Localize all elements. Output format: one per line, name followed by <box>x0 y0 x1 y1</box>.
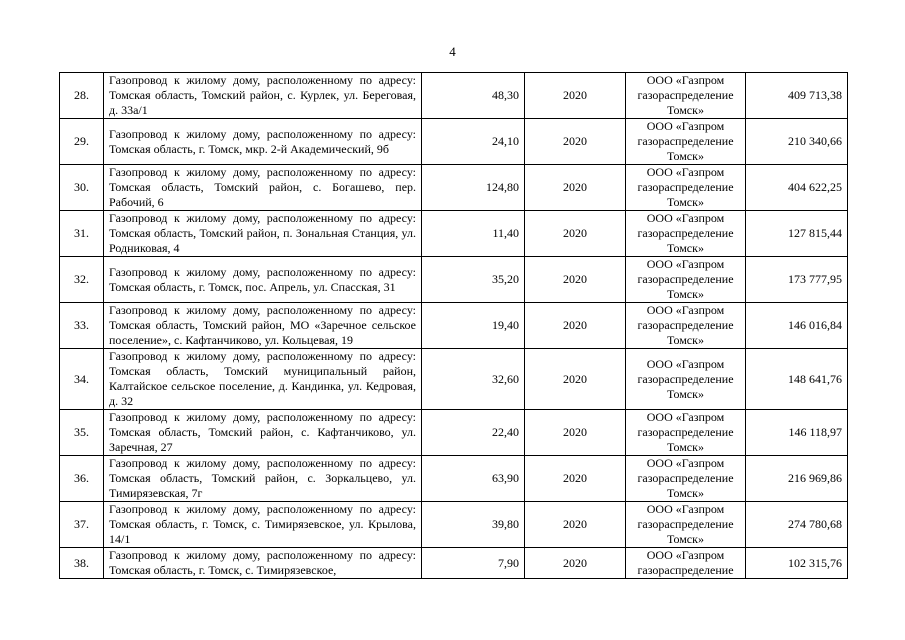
length-cell: 11,40 <box>422 211 525 257</box>
description-text: адресу: Томская область, Томский район, с. Курлек, <box>109 73 417 102</box>
length-cell: 22,40 <box>422 410 525 456</box>
object-description-cell <box>104 548 422 579</box>
description-text: Газопровод к жилому дому, расположенному по <box>109 548 373 562</box>
length-cell: 32,60 <box>422 349 525 410</box>
object-description-cell <box>104 73 422 119</box>
cost-cell: 127 815,44 <box>746 211 848 257</box>
organization-text: ООО «Газпром <box>646 165 725 179</box>
description-text: «Заречное сельское поселение», с. Кафтанчиково, <box>109 318 417 347</box>
row-number-cell: 32. <box>60 257 104 303</box>
object-description-cell <box>104 349 422 410</box>
cost-cell: 148 641,76 <box>746 349 848 410</box>
row-number-cell: 33. <box>60 303 104 349</box>
organization-text: Томск» <box>667 386 704 401</box>
table-row <box>60 303 848 349</box>
description-text: адресу: Томская область, Томский район, <box>109 456 417 485</box>
organization-text: газораспределение <box>637 226 734 240</box>
cost-cell: 146 118,97 <box>746 410 848 456</box>
object-description-cell <box>104 410 422 456</box>
organization-text: Томск» <box>667 532 704 546</box>
description-text: с. Кафтанчиково, ул. Заречная, 27 <box>109 425 416 454</box>
description-text: Газопровод к жилому дому, расположенному <box>109 264 354 279</box>
year-cell: 2020 <box>525 410 626 456</box>
table-row <box>60 211 848 257</box>
description-text: район, Калтайское сельское поселение, д. Кандинка, <box>109 364 416 393</box>
length-cell: 24,10 <box>422 119 525 165</box>
row-number-cell: 30. <box>60 165 104 211</box>
row-number-cell: 37. <box>60 502 104 548</box>
cost-cell: 274 780,68 <box>746 502 848 548</box>
cost-cell: 146 016,84 <box>746 303 848 349</box>
year-cell: 2020 <box>525 119 626 165</box>
description-text: адресу: Томская область, Томский район, МО <box>109 303 417 332</box>
description-text: пер. Рабочий, 6 <box>109 180 417 209</box>
year-cell: 2020 <box>525 502 626 548</box>
description-text: адресу: Томская область, Томский район, п. Зональная <box>109 211 417 240</box>
organization-text: ООО «Газпром <box>646 211 725 225</box>
year-cell: 2020 <box>525 257 626 303</box>
year-cell: 2020 <box>525 548 626 579</box>
organization-text: Томск» <box>667 241 704 255</box>
description-text: по адресу: Томская область, г. Томск, пос. Апрель, <box>109 264 417 294</box>
year-cell: 2020 <box>525 165 626 211</box>
organization-text: ООО «Газпром <box>646 502 725 516</box>
cost-cell: 102 315,76 <box>746 548 848 579</box>
description-text: Газопровод к жилому дому, расположенному по <box>109 73 373 87</box>
object-description-cell <box>104 165 422 211</box>
cost-cell: 216 969,86 <box>746 456 848 502</box>
organization-text: Томск» <box>667 195 704 209</box>
table-row <box>60 349 848 410</box>
row-number-cell: 36. <box>60 456 104 502</box>
organization-cell <box>626 165 746 211</box>
cost-cell: 409 713,38 <box>746 73 848 119</box>
description-text: Газопровод к жилому дому, расположенному по <box>109 165 373 179</box>
object-description-cell <box>104 119 422 165</box>
organization-cell <box>626 257 746 303</box>
organization-cell <box>626 456 746 502</box>
organization-cell <box>626 548 746 579</box>
row-number-cell: 28. <box>60 73 104 119</box>
row-number-cell: 31. <box>60 211 104 257</box>
object-description-cell <box>104 303 422 349</box>
table-row <box>60 548 848 579</box>
organization-text: газораспределение <box>637 425 734 439</box>
length-cell: 63,90 <box>422 456 525 502</box>
table-row <box>60 257 848 303</box>
organization-text: газораспределение <box>637 272 734 286</box>
organization-text: Томск» <box>667 440 704 454</box>
row-number-cell: 38. <box>60 548 104 579</box>
organization-text: газораспределение <box>637 88 734 102</box>
table-row <box>60 410 848 456</box>
year-cell: 2020 <box>525 303 626 349</box>
table-body <box>60 73 848 579</box>
description-text: ул. Крылова, 14/1 <box>109 517 417 546</box>
description-text: Газопровод к жилому дому, расположенному по <box>109 349 373 363</box>
description-text: Газопровод к жилому дому, расположенному по <box>109 303 373 317</box>
description-text: Газопровод к жилому дому, расположенному по <box>109 211 373 225</box>
organization-text: Томск» <box>667 333 704 347</box>
object-description-cell <box>104 257 422 303</box>
gas-pipeline-table <box>59 72 848 579</box>
description-text: Газопровод к жилому дому, расположенному <box>109 126 354 141</box>
organization-text: ООО «Газпром <box>646 73 725 87</box>
organization-text: ООО «Газпром <box>646 410 725 424</box>
object-description-cell <box>104 502 422 548</box>
table-row <box>60 165 848 211</box>
organization-text: газораспределение <box>637 563 734 577</box>
organization-text: газораспределение <box>637 471 734 485</box>
object-description-cell <box>104 456 422 502</box>
cost-cell: 173 777,95 <box>746 257 848 303</box>
organization-text: Томск» <box>667 287 704 301</box>
description-text: Газопровод к жилому дому, расположенному по <box>109 410 373 424</box>
description-text: ул. Спасская, 31 <box>313 279 396 294</box>
year-cell: 2020 <box>525 456 626 502</box>
organization-text: Томск» <box>667 103 704 117</box>
description-text: Академический, 9б <box>290 141 389 156</box>
description-text: адресу: Томская область, Томский район, <box>109 410 417 439</box>
organization-text: ООО «Газпром <box>646 548 725 562</box>
description-text: по адресу: Томская область, г. Томск, мкр. 2-й <box>109 126 417 156</box>
year-cell: 2020 <box>525 73 626 119</box>
year-cell: 2020 <box>525 211 626 257</box>
description-text: ул. Береговая, д. 33а/1 <box>109 88 417 117</box>
organization-text: газораспределение <box>637 134 734 148</box>
year-cell: 2020 <box>525 349 626 410</box>
table-row <box>60 456 848 502</box>
organization-text: ООО «Газпром <box>646 257 725 271</box>
row-number-cell: 34. <box>60 349 104 410</box>
length-cell: 7,90 <box>422 548 525 579</box>
organization-text: газораспределение <box>637 517 734 531</box>
organization-text: Томск» <box>667 149 704 163</box>
organization-cell <box>626 211 746 257</box>
organization-text: газораспределение <box>637 371 734 386</box>
table-row <box>60 73 848 119</box>
description-text: ул. Кедровая, д. 32 <box>109 379 416 408</box>
description-text: с. Зоркальцево, ул. Тимирязевская, 7г <box>109 471 416 500</box>
organization-text: газораспределение <box>637 180 734 194</box>
organization-text: ООО «Газпром <box>646 456 725 470</box>
table-row <box>60 119 848 165</box>
row-number-cell: 35. <box>60 410 104 456</box>
cost-cell: 210 340,66 <box>746 119 848 165</box>
organization-cell <box>626 410 746 456</box>
description-text: ул. Кольцевая, 19 <box>264 333 353 347</box>
row-number-cell: 29. <box>60 119 104 165</box>
organization-cell <box>626 349 746 410</box>
page-number: 4 <box>449 44 456 59</box>
length-cell: 48,30 <box>422 73 525 119</box>
organization-text: ООО «Газпром <box>646 119 725 133</box>
length-cell: 39,80 <box>422 502 525 548</box>
organization-text: газораспределение <box>637 318 734 332</box>
description-text: Газопровод к жилому дому, расположенному по <box>109 502 373 516</box>
length-cell: 124,80 <box>422 165 525 211</box>
organization-cell <box>626 119 746 165</box>
object-description-cell <box>104 211 422 257</box>
organization-cell <box>626 73 746 119</box>
organization-text: ООО «Газпром <box>646 356 725 371</box>
description-text: адресу: Томская область, Томский муниципальный <box>109 349 417 378</box>
description-text: адресу: Томская область, Томский район, с. Богашево, <box>109 165 417 194</box>
length-cell: 35,20 <box>422 257 525 303</box>
description-text: Газопровод к жилому дому, расположенному по <box>109 456 373 470</box>
table-row <box>60 502 848 548</box>
organization-text: ООО «Газпром <box>646 303 725 317</box>
description-text: адресу: Томская область, г. Томск, с. Тимирязевское, <box>109 548 417 577</box>
cost-cell: 404 622,25 <box>746 165 848 211</box>
organization-cell <box>626 303 746 349</box>
description-text: Станция, ул. Родниковая, 4 <box>109 226 417 255</box>
organization-cell <box>626 502 746 548</box>
length-cell: 19,40 <box>422 303 525 349</box>
organization-text: Томск» <box>667 486 704 500</box>
description-text: адресу: Томская область, г. Томск, с. Тимирязевское, <box>109 502 417 531</box>
